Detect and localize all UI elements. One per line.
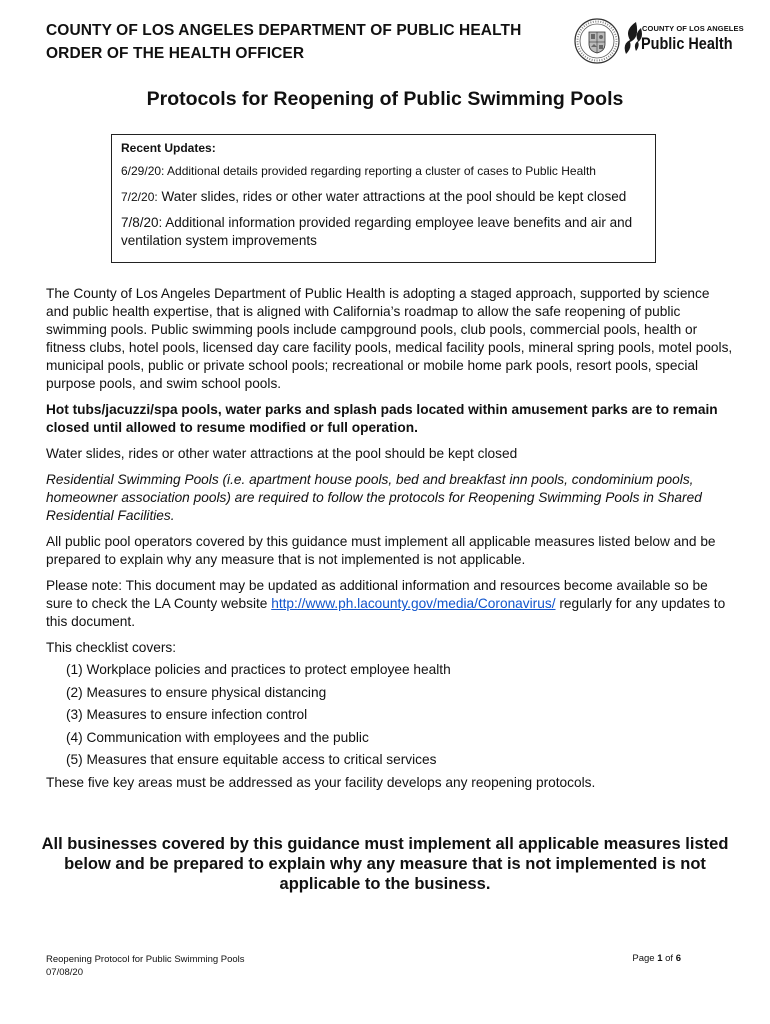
checklist-item: (4) Communication with employees and the public [66,729,369,745]
county-seal-icon [574,18,620,64]
la-county-coronavirus-link[interactable]: http://www.ph.lacounty.gov/media/Coronavirus/ [271,596,556,611]
page-title: Protocols for Reopening of Public Swimming Pools [146,88,624,110]
operators-requirement: All public pool operators covered by this guidance must implement all applicable measures listed below and be prepared to explain why any measure that is not implemented is not applicable. [46,534,716,567]
recent-updates-heading: Recent Updates: [121,141,216,155]
page-current: 1 [657,953,663,964]
update-note-paragraph [46,577,736,631]
update-item-3: 7/8/20: Additional information provided regarding employee leave benefits and air and ventilation system improvements [121,215,633,248]
logo-main-text: Public Health [641,34,733,53]
intro-paragraph: The County of Los Angeles Department of Public Health is adopting a staged approach, supported by science and public health expertise, that is aligned with California’s roadmap to allow the safe reopening of public swimming pools. Public swimming pools include campground pools, club pools, commercial pools, health or fitness clubs, hotel pools, licensed day care facility pools, medical facility pools, mineral spring pools, motel pools, municipal pools, public or private school pools; recreational or mobile home park pools, resort pools, special purpose pools, and swim school pools. [46,286,733,391]
final-notice: All businesses covered by this guidance must implement all applicable measures listed below and be prepared to explain why any measure that is not implemented is not applicable to the business. [41,835,729,893]
water-slides-notice: Water slides, rides or other water attractions at the pool should be kept closed [46,446,518,461]
closed-facilities-notice: Hot tubs/jacuzzi/spa pools, water parks and splash pads located within amusement parks are to remain closed until allowed to resume modified or full operation. [46,402,718,435]
recent-updates-box [111,134,656,263]
footer-doc-name: Reopening Protocol for Public Swimming Pools [46,954,245,965]
page-total: 6 [675,953,681,964]
checklist-intro: This checklist covers: [46,640,177,655]
checklist [66,661,736,769]
checklist-item: (5) Measures that ensure equitable access to critical services [66,752,437,767]
header-line-2: ORDER OF THE HEALTH OFFICER [46,45,305,62]
update-item-2-text: Water slides, rides or other water attractions at the pool should be kept closed [161,189,627,204]
page-of-label: of [662,953,676,964]
footer-date: 07/08/20 [46,967,83,978]
header-line-1: COUNTY OF LOS ANGELES DEPARTMENT OF PUBLIC HEALTH [46,22,522,39]
update-item-2 [121,188,645,206]
update-item-1: 6/29/20: Additional details provided regarding reporting a cluster of cases to Public Health [121,164,596,178]
document-body [46,285,736,800]
logo-top-text: COUNTY OF LOS ANGELES [642,24,744,33]
update-note-text-end: regularly for any updates to this document. [46,596,726,629]
update-item-2-date: 7/2/20: [121,190,158,204]
residential-pools-notice: Residential Swimming Pools (i.e. apartment house pools, bed and breakfast inn pools, condominium pools, homeowner association pools) are required to follow the protocols for Reopening Swimming Pools in Shared Residential Facilities. [46,472,702,523]
footer-left [46,953,245,979]
footer-page-number [632,953,681,964]
public-health-logo [622,20,744,60]
checklist-item: (2) Measures to ensure physical distancing [66,684,327,700]
page-label: Page [632,953,658,964]
document-header [46,19,521,65]
checklist-outro: These five key areas must be addressed as your facility develops any reopening protocols. [46,774,596,790]
update-note-text: Please note: This document may be updated as additional information and resources become available so be sure to check the LA County website [46,578,708,611]
checklist-item: (3) Measures to ensure infection control [66,707,308,722]
checklist-item: (1) Workplace policies and practices to protect employee health [66,662,451,677]
